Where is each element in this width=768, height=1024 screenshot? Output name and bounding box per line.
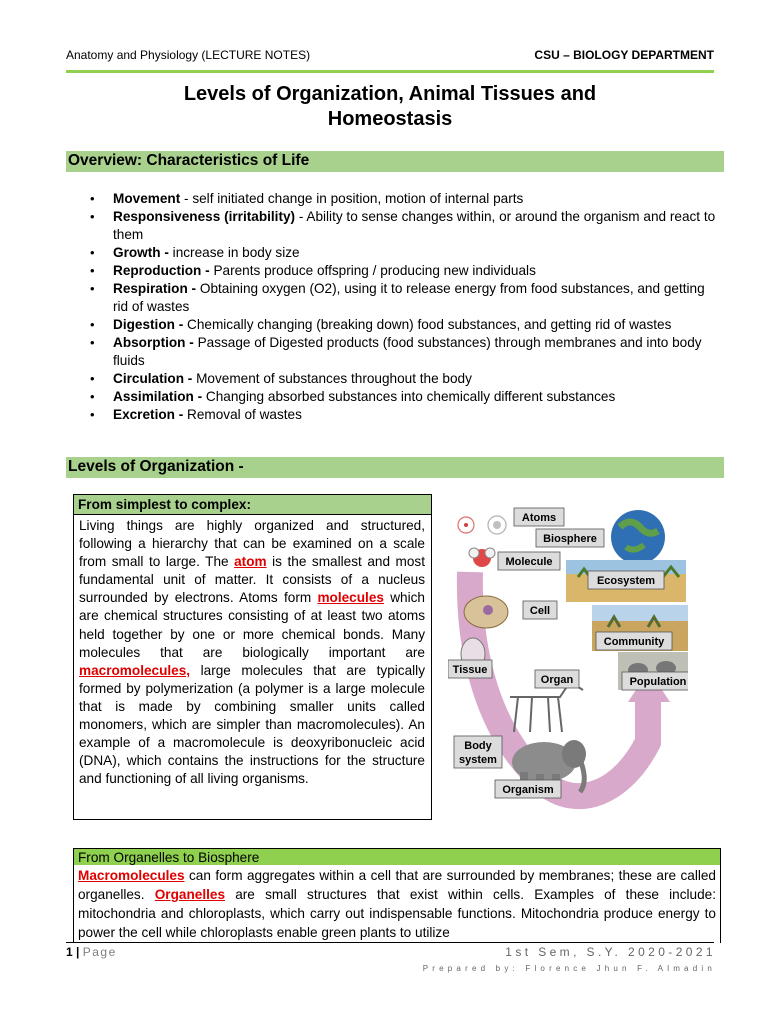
organelles-box [73,848,721,943]
label-community [596,632,672,650]
footer-rule [66,942,714,943]
label-atoms [514,508,564,526]
keyword-molecules: molecules [317,590,384,606]
list-item: • Respiration - Obtaining oxygen (O2), using it to release energy from food substances, and getting rid of wastes [90,280,720,316]
list-item: • Excretion - Removal of wastes [90,406,720,424]
label-tissue [448,660,492,678]
organelles-heading: From Organelles to Biosphere [74,849,720,865]
page-number: 1 | Page [66,945,117,959]
list-item: • Assimilation - Changing absorbed substances into chemically different substances [90,388,720,406]
semester-label: 1st Sem, S.Y. 2020-2021 [505,945,716,959]
svg-text:Organ: Organ [540,674,574,686]
label-biosphere [536,529,604,547]
list-item: • Movement - self initiated change in position, motion of internal parts [90,190,720,208]
svg-text:Biosphere: Biosphere [543,533,597,545]
svg-text:Molecule: Molecule [505,556,553,568]
label-ecosystem [588,571,664,589]
list-item: • Digestion - Chemically changing (breaking down) food substances, and getting rid of wastes [90,316,720,334]
page-header [66,46,714,70]
skeleton-icon [510,682,583,732]
keyword-atom: atom [234,554,267,570]
header-rule [66,70,714,73]
overview-heading: Overview: Characteristics of Life [68,152,310,169]
svg-text:Tissue: Tissue [452,664,488,676]
list-item: • Circulation - Movement of substances throughout the body [90,370,720,388]
prepared-by: Prepared by: Florence Jhun F. Almadin [422,964,716,973]
list-item: • Reproduction - Parents produce offspring / producing new individuals [90,262,720,280]
svg-text:Population: Population [629,676,687,688]
levels-heading: Levels of Organization - [68,458,244,475]
label-organ [535,670,579,688]
organelles-paragraph: Macromolecules can form aggregates within a cell that are surrounded by membranes; these are called organelles. Organelles are small structures that exist within cells. Examples of these include: mitochondria and chloroplasts, which carry out indispensable functions. Mitochondria produce energy to power the cell while chloroplasts enable green plants to utilize [78,868,716,940]
svg-text:Ecosystem: Ecosystem [596,575,656,587]
characteristics-list [90,190,720,424]
simplest-to-complex-box [73,494,432,820]
keyword-organelles: Organelles [154,887,225,902]
label-molecule [498,552,560,570]
list-item: • Absorption - Passage of Digested products (food substances) through membranes and into body fluids [90,334,720,370]
levels-section-bar [66,457,724,478]
title-line-1: Levels of Organization, Animal Tissues and [183,83,597,105]
document-title [66,82,714,132]
svg-text:Cell: Cell [529,605,551,617]
svg-text:system: system [459,754,497,766]
svg-text:Community: Community [603,636,665,648]
keyword-macromolecules: macromolecules, [79,662,191,678]
label-body-system [454,736,502,768]
svg-text:Organism: Organism [502,784,554,796]
label-organism [495,780,561,798]
globe-icon [611,510,665,564]
list-item: • Responsiveness (irritability) - Ability to sense changes within, or around the organism and react to them [90,208,720,244]
box-heading: From simplest to complex: [74,495,431,515]
department-name: CSU – BIOLOGY DEPARTMENT [534,48,714,62]
label-cell [523,601,557,619]
svg-text:Atoms: Atoms [521,512,557,524]
overview-section-bar [66,151,724,172]
keyword-macromolecules-2: Macromolecules [78,868,185,883]
svg-text:Body: Body [464,740,492,752]
title-line-2: Homeostasis [327,108,453,130]
list-item: • Growth - increase in body size [90,244,720,262]
levels-of-organization-figure [448,492,688,822]
figure-illustration [448,492,688,822]
label-population [622,672,688,690]
course-title: Anatomy and Physiology (LECTURE NOTES) [66,48,311,62]
box-paragraph: Living things are highly organized and structured, following a hierarchy that can be examined on a scale from small to large. The atom is the smallest and most fundamental unit of matter. It consists of a nucleus surrounded by electrons. Atoms form molecules which are chemical structures consisting of at least two atoms held together by one or more chemical bonds. Many molecules that are biologically important are macromolecules, large molecules that are typically formed by polymerization (a polymer is a large molecule that is made by combining smaller units called monomers, which are simpler than macromolecules). An example of a macromolecule is deoxyribonucleic acid (DNA), which contains the instructions for the structure and functioning of all living organisms. [79,518,426,787]
